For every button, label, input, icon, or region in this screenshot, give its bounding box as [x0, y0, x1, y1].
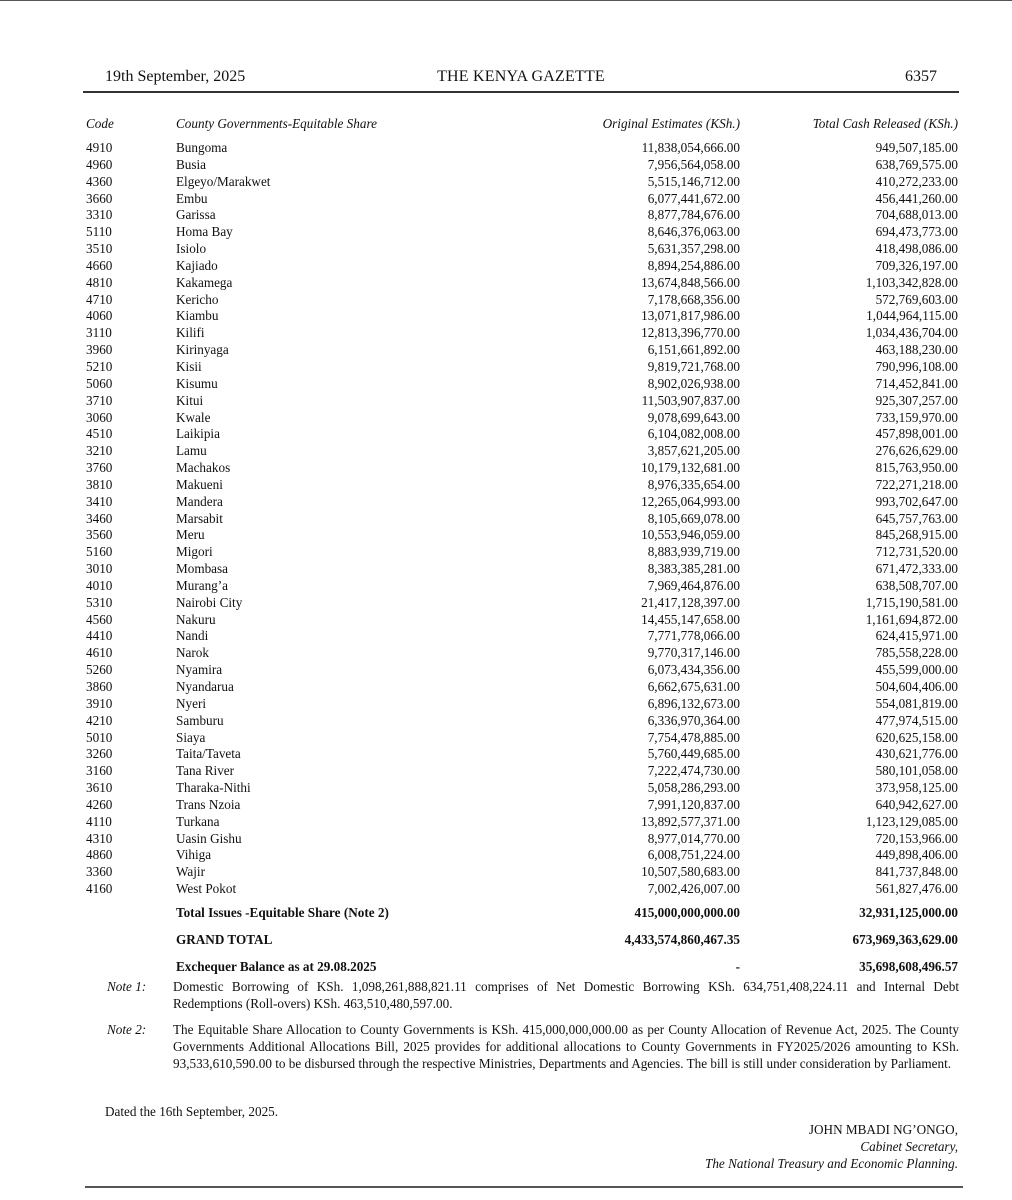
page-top-border [0, 0, 1012, 1]
note-text: Domestic Borrowing of KSh. 1,098,261,888,821.11 comprises of Net Domestic Borrowing KSh. 634,751,408,224.11 and Internal Debt Redemptions (Roll-overs) KSh. 463,510,480,597.00. [173, 979, 959, 1011]
total-issues-row [86, 904, 959, 922]
county-name: Mombasa [176, 561, 229, 577]
county-code: 4960 [86, 156, 113, 172]
table-row [86, 157, 959, 174]
cash-released: 1,044,964,115.00 [866, 308, 958, 324]
county-code: 3860 [86, 679, 113, 694]
original-estimate: 9,770,317,146.00 [647, 645, 740, 661]
footer-rule [85, 1186, 963, 1188]
county-code: 5060 [86, 375, 113, 391]
table-row [86, 645, 959, 662]
county-name: Busia [176, 156, 207, 172]
table-row [86, 258, 959, 275]
note-2 [107, 1021, 959, 1072]
original-estimate: 5,631,357,298.00 [647, 241, 740, 257]
table-row [86, 561, 959, 578]
table-header-row [86, 116, 959, 138]
table-row [86, 275, 959, 292]
column-header-cash-released: Total Cash Released (KSh.) [812, 116, 958, 131]
original-estimate: 13,071,817,986.00 [641, 308, 740, 324]
note-text: The Equitable Share Allocation to County Governments is KSh. 415,000,000,000.00 as per County Allocation of Revenue Act, 2025. The County Governments Additional Allocations Bill, 2025 provides for additional allocations to County Governments in FY2025/2026 amounting to KSh. 93,533,610,590.00 to be disbursed through the respective Ministries, Departments and Agencies. The bill is still under consideration by Parliament. [173, 1022, 959, 1071]
original-estimate: 6,077,441,672.00 [647, 190, 740, 206]
cash-released: 925,307,257.00 [875, 392, 958, 408]
original-estimate: 6,336,970,364.00 [647, 712, 740, 728]
county-code: 3460 [86, 510, 113, 526]
cash-released: 841,737,848.00 [875, 864, 958, 880]
table-row [86, 763, 959, 780]
county-name: Turkana [176, 813, 220, 829]
county-name: Kisii [176, 358, 202, 374]
issue-date: 19th September, 2025 [105, 68, 246, 85]
table-row [86, 864, 959, 881]
column-header-original-estimates: Original Estimates (KSh.) [602, 116, 740, 131]
original-estimate: 9,078,699,643.00 [647, 409, 740, 425]
table-row [86, 797, 959, 814]
original-estimate: 8,883,939,719.00 [647, 544, 740, 560]
county-name: Isiolo [176, 241, 207, 257]
table-row [86, 224, 959, 241]
county-name: Taita/Taveta [176, 746, 241, 762]
county-code: 3510 [86, 241, 113, 257]
county-name: Bungoma [176, 140, 228, 155]
county-name: Uasin Gishu [176, 830, 242, 846]
county-name: Siaya [176, 729, 206, 745]
county-code: 3310 [86, 207, 113, 223]
cash-released: 418,498,086.00 [875, 241, 958, 257]
original-estimate: 7,002,426,007.00 [647, 881, 740, 897]
cash-released: 790,996,108.00 [875, 358, 958, 374]
table-row [86, 612, 959, 629]
county-code: 5310 [86, 594, 113, 610]
table-row [86, 477, 959, 494]
county-name: Wajir [176, 864, 205, 880]
original-estimate: 6,073,434,356.00 [647, 662, 740, 678]
table-row [86, 544, 959, 561]
cash-released: 638,508,707.00 [875, 577, 958, 593]
county-code: 3960 [86, 342, 113, 358]
county-code: 5110 [86, 224, 112, 240]
county-code: 4260 [86, 796, 113, 812]
exchequer-balance-row [86, 958, 959, 976]
county-code: 3760 [86, 460, 113, 476]
header-rule [83, 91, 959, 93]
table-row [86, 628, 959, 645]
table-row [86, 140, 959, 157]
county-code: 5210 [86, 358, 113, 374]
county-code: 4810 [86, 274, 113, 290]
cash-released: 1,034,436,704.00 [865, 325, 958, 341]
county-name: Nakuru [176, 611, 216, 627]
cash-released: 785,558,228.00 [875, 645, 958, 661]
county-code: 4010 [86, 577, 113, 593]
county-name: Marsabit [176, 510, 223, 526]
county-name: Makueni [176, 476, 223, 492]
table-row [86, 460, 959, 477]
original-estimate: 11,838,054,666.00 [641, 140, 740, 155]
total-original: 4,433,574,860,467.35 [624, 931, 740, 947]
table-row [86, 342, 959, 359]
original-estimate: 10,507,580,683.00 [641, 864, 740, 880]
county-name: Laikipia [176, 426, 220, 442]
county-code: 3610 [86, 780, 113, 796]
gazette-title: THE KENYA GAZETTE [437, 68, 605, 85]
table-row [86, 746, 959, 763]
county-name: Kakamega [176, 274, 233, 290]
county-name: Kiambu [176, 308, 219, 324]
cash-released: 430,621,776.00 [875, 746, 958, 762]
cash-released: 714,452,841.00 [875, 375, 958, 391]
county-code: 5010 [86, 729, 113, 745]
note-label: Note 1: [107, 979, 147, 994]
county-name: Kisumu [176, 375, 218, 391]
total-label: Exchequer Balance as at 29.08.2025 [176, 958, 377, 974]
cash-released: 554,081,819.00 [875, 695, 958, 711]
county-code: 3560 [86, 527, 113, 543]
county-name: Kitui [176, 392, 204, 408]
county-name: Garissa [176, 207, 216, 223]
cash-released: 645,757,763.00 [875, 510, 958, 526]
original-estimate: 8,877,784,676.00 [647, 207, 740, 223]
original-estimate: 7,754,478,885.00 [647, 729, 740, 745]
county-code: 4210 [86, 712, 113, 728]
county-code: 4660 [86, 257, 113, 273]
original-estimate: 5,058,286,293.00 [647, 780, 740, 796]
total-original: - [735, 958, 740, 974]
original-estimate: 9,819,721,768.00 [647, 358, 740, 374]
cash-released: 845,268,915.00 [875, 527, 958, 543]
original-estimate: 6,662,675,631.00 [647, 679, 740, 694]
cash-released: 733,159,970.00 [875, 409, 958, 425]
cash-released: 477,974,515.00 [875, 712, 958, 728]
cash-released: 694,473,773.00 [875, 224, 958, 240]
cash-released: 709,326,197.00 [875, 257, 958, 273]
grand-total-row [86, 931, 959, 949]
table-row [86, 325, 959, 342]
county-code: 4310 [86, 830, 113, 846]
table-row [86, 595, 959, 612]
cash-released: 815,763,950.00 [875, 460, 958, 476]
county-name: Samburu [176, 712, 224, 728]
table-row [86, 578, 959, 595]
total-label: Total Issues -Equitable Share (Note 2) [176, 904, 389, 920]
county-name: Trans Nzoia [176, 796, 241, 812]
original-estimate: 6,008,751,224.00 [647, 847, 740, 863]
county-code: 3210 [86, 443, 113, 459]
original-estimate: 7,991,120,837.00 [647, 796, 740, 812]
table-row [86, 713, 959, 730]
county-code: 4710 [86, 291, 113, 307]
original-estimate: 8,894,254,886.00 [647, 257, 740, 273]
dated-line: Dated the 16th September, 2025. [105, 1104, 279, 1119]
original-estimate: 11,503,907,837.00 [641, 392, 740, 408]
total-cash: 35,698,608,496.57 [859, 958, 958, 974]
cash-released: 1,161,694,872.00 [865, 611, 958, 627]
original-estimate: 7,956,564,058.00 [647, 156, 740, 172]
county-name: Tana River [176, 763, 235, 779]
original-estimate: 8,902,026,938.00 [647, 375, 740, 391]
table-row [86, 308, 959, 325]
table-row [86, 831, 959, 848]
county-name: Lamu [176, 443, 207, 459]
county-code: 3010 [86, 561, 113, 577]
cash-released: 1,103,342,828.00 [865, 274, 958, 290]
original-estimate: 6,151,661,892.00 [647, 342, 740, 358]
county-name: Nyamira [176, 662, 223, 678]
county-code: 3810 [86, 476, 113, 492]
original-estimate: 8,383,385,281.00 [647, 561, 740, 577]
county-code: 4610 [86, 645, 113, 661]
county-name: Machakos [176, 460, 231, 476]
cash-released: 620,625,158.00 [875, 729, 958, 745]
original-estimate: 8,105,669,078.00 [647, 510, 740, 526]
county-name: Kirinyaga [176, 342, 229, 358]
county-code: 4510 [86, 426, 113, 442]
original-estimate: 7,771,778,066.00 [647, 628, 740, 644]
original-estimate: 5,760,449,685.00 [647, 746, 740, 762]
original-estimate: 6,896,132,673.00 [647, 695, 740, 711]
cash-released: 720,153,966.00 [875, 830, 958, 846]
table-row [86, 410, 959, 427]
county-name: Elgeyo/Marakwet [176, 173, 271, 189]
county-name: Kericho [176, 291, 219, 307]
cash-released: 671,472,333.00 [875, 561, 958, 577]
county-name: Migori [176, 544, 213, 560]
county-name: West Pokot [176, 881, 237, 897]
table-row [86, 359, 959, 376]
original-estimate: 13,674,848,566.00 [641, 274, 740, 290]
county-name: Vihiga [176, 847, 212, 863]
cash-released: 456,441,260.00 [875, 190, 958, 206]
column-header-county: County Governments-Equitable Share [176, 116, 377, 131]
county-code: 3360 [86, 864, 113, 880]
original-estimate: 6,104,082,008.00 [647, 426, 740, 442]
county-name: Tharaka-Nithi [176, 780, 251, 796]
original-estimate: 7,222,474,730.00 [647, 763, 740, 779]
table-row [86, 696, 959, 713]
table-totals [86, 904, 959, 976]
signature-block [705, 1121, 958, 1172]
county-name: Kwale [176, 409, 211, 425]
county-name: Nyeri [176, 695, 207, 711]
cash-released: 712,731,520.00 [875, 544, 958, 560]
note-label: Note 2: [107, 1022, 147, 1037]
original-estimate: 7,969,464,876.00 [647, 577, 740, 593]
original-estimate: 8,646,376,063.00 [647, 224, 740, 240]
total-original: 415,000,000,000.00 [634, 904, 740, 920]
page-number: 6357 [905, 68, 937, 85]
table-row [86, 191, 959, 208]
cash-released: 640,942,627.00 [875, 796, 958, 812]
county-name: Nandi [176, 628, 209, 644]
table-row [86, 174, 959, 191]
county-code: 4160 [86, 881, 113, 897]
table-row [86, 443, 959, 460]
note-1 [107, 978, 959, 1012]
cash-released: 504,604,406.00 [875, 679, 958, 694]
county-code: 3710 [86, 392, 113, 408]
equitable-share-table [86, 116, 959, 976]
signatory-name: JOHN MBADI NG’ONGO, [808, 1122, 958, 1137]
cash-released: 276,626,629.00 [875, 443, 958, 459]
cash-released: 722,271,218.00 [875, 476, 958, 492]
county-code: 4910 [86, 140, 113, 155]
county-name: Embu [176, 190, 208, 206]
original-estimate: 13,892,577,371.00 [641, 813, 740, 829]
table-row [86, 426, 959, 443]
table-row [86, 376, 959, 393]
cash-released: 638,769,575.00 [875, 156, 958, 172]
original-estimate: 5,515,146,712.00 [647, 173, 740, 189]
table-body [86, 140, 959, 898]
cash-released: 373,958,125.00 [875, 780, 958, 796]
county-name: Nairobi City [176, 594, 243, 610]
county-code: 3060 [86, 409, 113, 425]
county-code: 4410 [86, 628, 113, 644]
county-name: Mandera [176, 493, 223, 509]
cash-released: 572,769,603.00 [875, 291, 958, 307]
original-estimate: 21,417,128,397.00 [641, 594, 740, 610]
cash-released: 561,827,476.00 [875, 881, 958, 897]
county-code: 5160 [86, 544, 113, 560]
county-code: 4110 [86, 813, 112, 829]
original-estimate: 10,179,132,681.00 [641, 460, 740, 476]
table-row [86, 241, 959, 258]
cash-released: 457,898,001.00 [875, 426, 958, 442]
column-header-code: Code [86, 116, 114, 131]
cash-released: 580,101,058.00 [875, 763, 958, 779]
table-row [86, 511, 959, 528]
notes-section [107, 978, 959, 1072]
original-estimate: 8,977,014,770.00 [647, 830, 740, 846]
table-row [86, 679, 959, 696]
original-estimate: 14,455,147,658.00 [641, 611, 740, 627]
county-code: 5260 [86, 662, 113, 678]
original-estimate: 12,813,396,770.00 [641, 325, 740, 341]
signatory-title: Cabinet Secretary, [860, 1139, 958, 1154]
county-code: 3160 [86, 763, 113, 779]
table-row [86, 494, 959, 511]
county-code: 3660 [86, 190, 113, 206]
original-estimate: 8,976,335,654.00 [647, 476, 740, 492]
cash-released: 463,188,230.00 [875, 342, 958, 358]
cash-released: 449,898,406.00 [875, 847, 958, 863]
county-name: Nyandarua [176, 679, 234, 694]
table-row [86, 207, 959, 224]
county-name: Homa Bay [176, 224, 233, 240]
total-label: GRAND TOTAL [176, 931, 273, 947]
county-code: 3110 [86, 325, 112, 341]
table-row [86, 730, 959, 747]
county-code: 3260 [86, 746, 113, 762]
original-estimate: 12,265,064,993.00 [641, 493, 740, 509]
county-name: Narok [176, 645, 209, 661]
county-name: Murang’a [176, 577, 228, 593]
original-estimate: 7,178,668,356.00 [647, 291, 740, 307]
cash-released: 949,507,185.00 [875, 140, 958, 155]
table-row [86, 780, 959, 797]
cash-released: 1,123,129,085.00 [865, 813, 958, 829]
cash-released: 1,715,190,581.00 [865, 594, 958, 610]
county-code: 4860 [86, 847, 113, 863]
total-cash: 673,969,363,629.00 [852, 931, 958, 947]
county-code: 4360 [86, 173, 113, 189]
table-row [86, 814, 959, 831]
signatory-ministry: The National Treasury and Economic Planning. [705, 1156, 958, 1171]
cash-released: 455,599,000.00 [875, 662, 958, 678]
table-row [86, 662, 959, 679]
original-estimate: 10,553,946,059.00 [641, 527, 740, 543]
cash-released: 993,702,647.00 [875, 493, 958, 509]
total-cash: 32,931,125,000.00 [859, 904, 958, 920]
table-row [86, 847, 959, 864]
county-name: Meru [176, 527, 205, 543]
county-code: 3410 [86, 493, 113, 509]
cash-released: 410,272,233.00 [875, 173, 958, 189]
table-row [86, 393, 959, 410]
county-code: 4560 [86, 611, 113, 627]
cash-released: 704,688,013.00 [875, 207, 958, 223]
table-row [86, 881, 959, 898]
county-code: 3910 [86, 695, 113, 711]
table-row [86, 292, 959, 309]
original-estimate: 3,857,621,205.00 [647, 443, 740, 459]
county-name: Kajiado [176, 257, 218, 273]
gazette-header [105, 68, 937, 90]
table-row [86, 527, 959, 544]
cash-released: 624,415,971.00 [875, 628, 958, 644]
county-name: Kilifi [176, 325, 205, 341]
county-code: 4060 [86, 308, 113, 324]
